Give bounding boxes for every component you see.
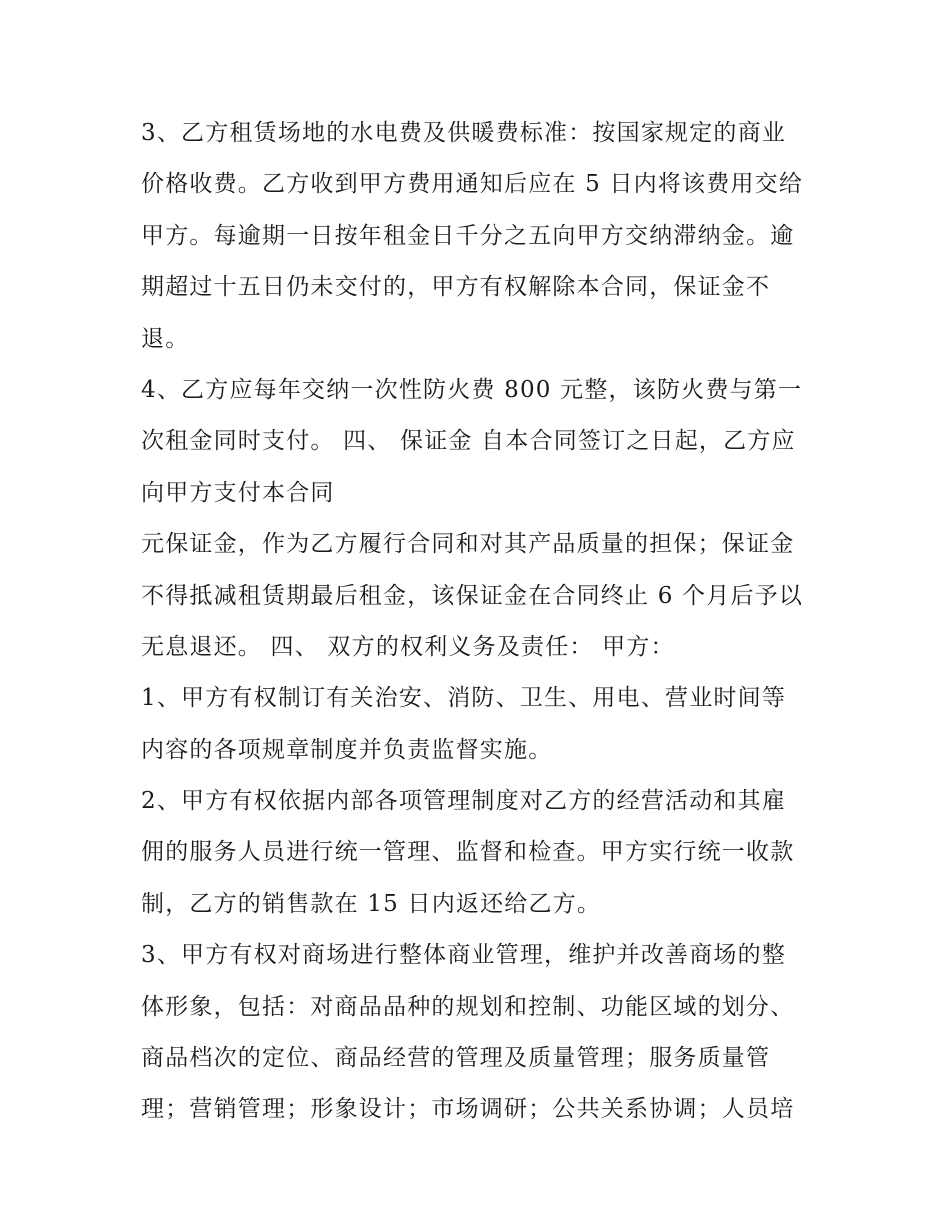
text-line: 元保证金，作为乙方履行合同和对其产品质量的担保；保证金 (141, 531, 795, 558)
text-line: 价格收费。乙方收到甲方费用通知后应在 5 日内将该费用交给 (141, 171, 804, 198)
text-line: 无息退还。 四、 双方的权利义务及责任： 甲方： (141, 633, 675, 660)
text-line: 次租金同时支付。 四、 保证金 自本合同签订之日起，乙方应 (141, 428, 796, 455)
text-line: 4、乙方应每年交纳一次性防火费 800 元整，该防火费与第一 (141, 376, 803, 403)
text-line: 内容的各项规章制度并负责监督实施。 (141, 736, 553, 763)
text-line: 佣的服务人员进行统一管理、监督和检查。甲方实行统一收款 (141, 839, 795, 866)
text-line: 期超过十五日仍未交付的，甲方有权解除本合同，保证金不 (141, 274, 771, 301)
text-line: 甲方。每逾期一日按年租金日千分之五向甲方交纳滞纳金。逾 (141, 222, 795, 249)
text-line: 1、甲方有权制订有关治安、消防、卫生、用电、营业时间等 (141, 685, 787, 712)
text-line: 2、甲方有权依据内部各项管理制度对乙方的经营活动和其雇 (141, 788, 787, 815)
text-line: 向甲方支付本合同 (141, 479, 335, 506)
text-line: 退。 (141, 325, 190, 352)
text-line: 3、乙方租赁场地的水电费及供暖费标准：按国家规定的商业 (141, 120, 787, 146)
text-line: 理；营销管理；形象设计；市场调研；公共关系协调；人员培 (141, 1096, 795, 1123)
text-line: 商品档次的定位、商品经营的管理及质量管理；服务质量管 (141, 1045, 771, 1072)
text-line: 制，乙方的销售款在 15 日内返还给乙方。 (141, 890, 602, 917)
text-line: 体形象，包括：对商品品种的规划和控制、功能区域的划分、 (141, 993, 795, 1020)
contract-text-body (141, 108, 821, 1136)
text-line: 不得抵减租赁期最后租金，该保证金在合同终止 6 个月后予以 (141, 582, 804, 609)
text-line: 3、甲方有权对商场进行整体商业管理，维护并改善商场的整 (141, 942, 787, 969)
